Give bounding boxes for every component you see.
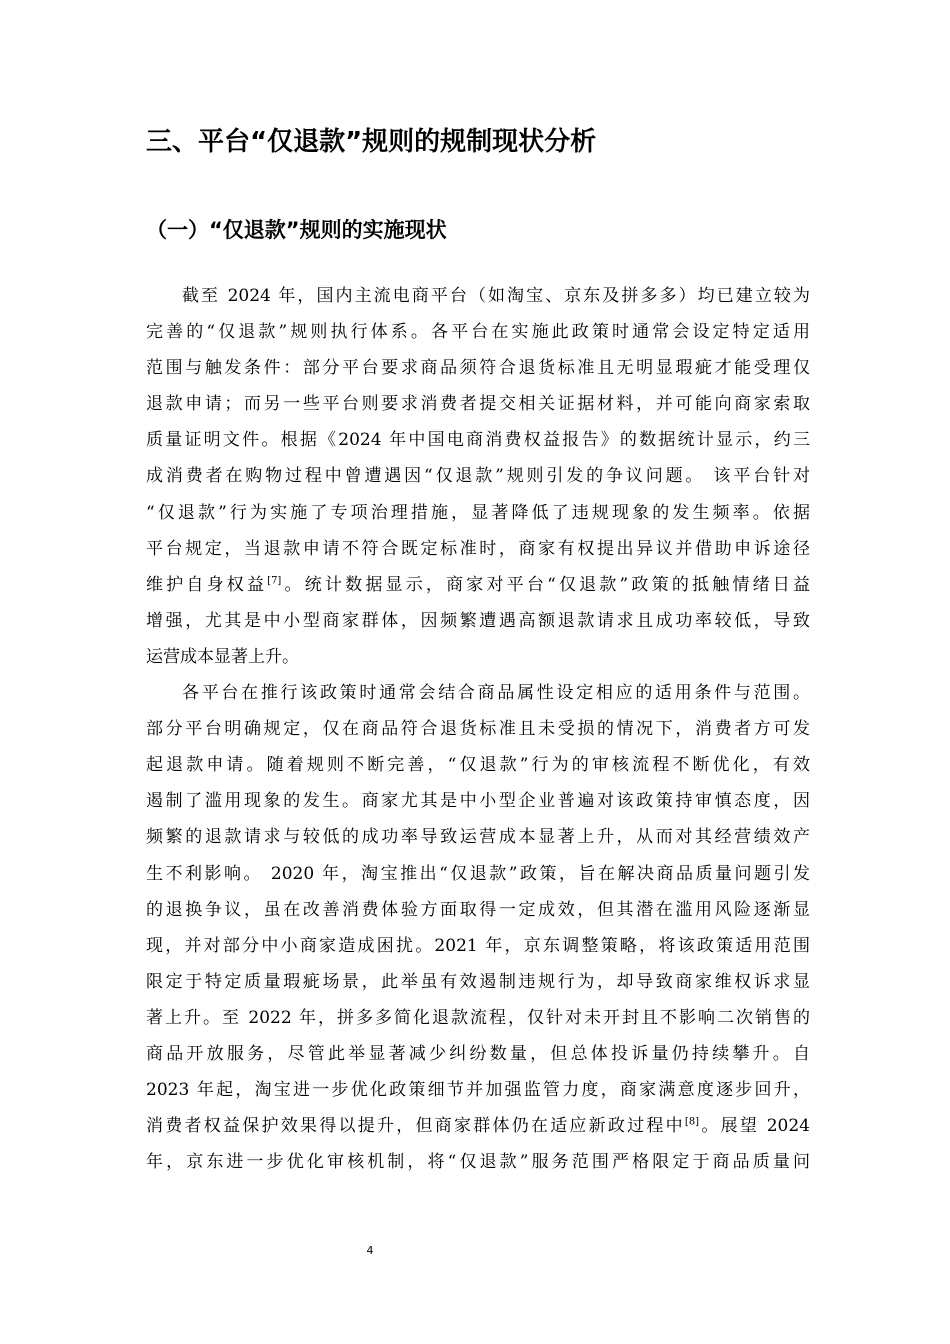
paragraph-line: 年，京东进一步优化审核机制，将“仅退款”服务范围严格限定于商品质量问 [146, 1152, 810, 1173]
line-text: 维护自身权益 [146, 574, 268, 595]
paragraph-line: 成消费者在购物过程中曾遭遇因“仅退款”规则引发的争议问题。 该平台针对 [146, 466, 810, 487]
paragraph-line: 2023 年起，淘宝进一步优化政策细节并加强监管力度，商家满意度逐步回升， [146, 1080, 810, 1101]
paragraph-line: 遏制了滥用现象的发生。商家尤其是中小型企业普遍对该政策持审慎态度，因 [146, 791, 810, 812]
paragraph-line: 退款申请；而另一些平台则要求消费者提交相关证据材料，并可能向商家索取 [146, 394, 810, 415]
paragraph-line: 频繁的退款请求与较低的成功率导致运营成本显著上升，从而对其经营绩效产 [146, 827, 810, 848]
paragraph-line: 部分平台明确规定，仅在商品符合退货标准且未受损的情况下，消费者方可发 [146, 719, 810, 740]
page-number: 4 [366, 1244, 374, 1257]
paragraph-line: 限定于特定质量瑕疵场景，此举虽有效遏制违规行为，却导致商家维权诉求显 [146, 971, 810, 992]
subsection-heading: （一）“仅退款”规则的实施现状 [146, 218, 447, 242]
paragraph-line: 起退款申请。随着规则不断完善，“仅退款”行为的审核流程不断优化，有效 [146, 755, 810, 776]
section-heading: 三、平台“仅退款”规则的规制现状分析 [146, 127, 597, 157]
paragraph-line: 平台规定，当退款申请不符合既定标准时，商家有权提出异议并借助申诉途径 [146, 538, 810, 559]
paragraph-line: 商品开放服务，尽管此举显著减少纠纷数量，但总体投诉量仍持续攀升。自 [146, 1043, 810, 1064]
paragraph-line [146, 567, 810, 603]
paragraph-line: 现，并对部分中小商家造成困扰。2021 年，京东调整策略，将该政策适用范围 [146, 935, 810, 956]
paragraph-line: 范围与触发条件：部分平台要求商品须符合退货标准且无明显瑕疵才能受理仅 [146, 358, 810, 379]
paragraph-line: 运营成本显著上升。 [146, 646, 299, 667]
line-text: 。展望 2024 [699, 1116, 810, 1137]
line-text: 消费者权益保护效果得以提升，但商家群体仍在适应新政过程中 [146, 1116, 685, 1137]
citation-8[interactable]: [8] [684, 1116, 700, 1128]
body-text [146, 278, 810, 1180]
line-text: 。统计数据显示，商家对平台“仅退款”政策的抵触情绪日益 [281, 574, 810, 595]
paragraph-line: 各平台在推行该政策时通常会结合商品属性设定相应的适用条件与范围。 [182, 683, 810, 704]
paragraph-line: 增强，尤其是中小型商家群体，因频繁遭遇高额退款请求且成功率较低，导致 [146, 610, 810, 631]
citation-7[interactable]: [7] [267, 575, 282, 587]
paragraph-line: “仅退款”行为实施了专项治理措施，显著降低了违规现象的发生频率。依据 [146, 502, 810, 523]
paragraph-line: 著上升。至 2022 年，拼多多简化退款流程，仅针对未开封且不影响二次销售的 [146, 1007, 810, 1028]
paragraph-line: 截至 2024 年，国内主流电商平台（如淘宝、京东及拼多多）均已建立较为 [182, 286, 810, 306]
paragraph-line: 完善的“仅退款”规则执行体系。各平台在实施此政策时通常会设定特定适用 [146, 322, 810, 343]
paragraph-line [146, 1108, 810, 1144]
paragraph-line: 的退换争议，虽在改善消费体验方面取得一定成效，但其潜在滥用风险逐渐显 [146, 899, 810, 920]
paragraph-line: 质量证明文件。根据《2024 年中国电商消费权益报告》的数据统计显示，约三 [146, 430, 810, 451]
paragraph-line: 生不利影响。 2020 年，淘宝推出“仅退款”政策，旨在解决商品质量问题引发 [146, 863, 810, 884]
